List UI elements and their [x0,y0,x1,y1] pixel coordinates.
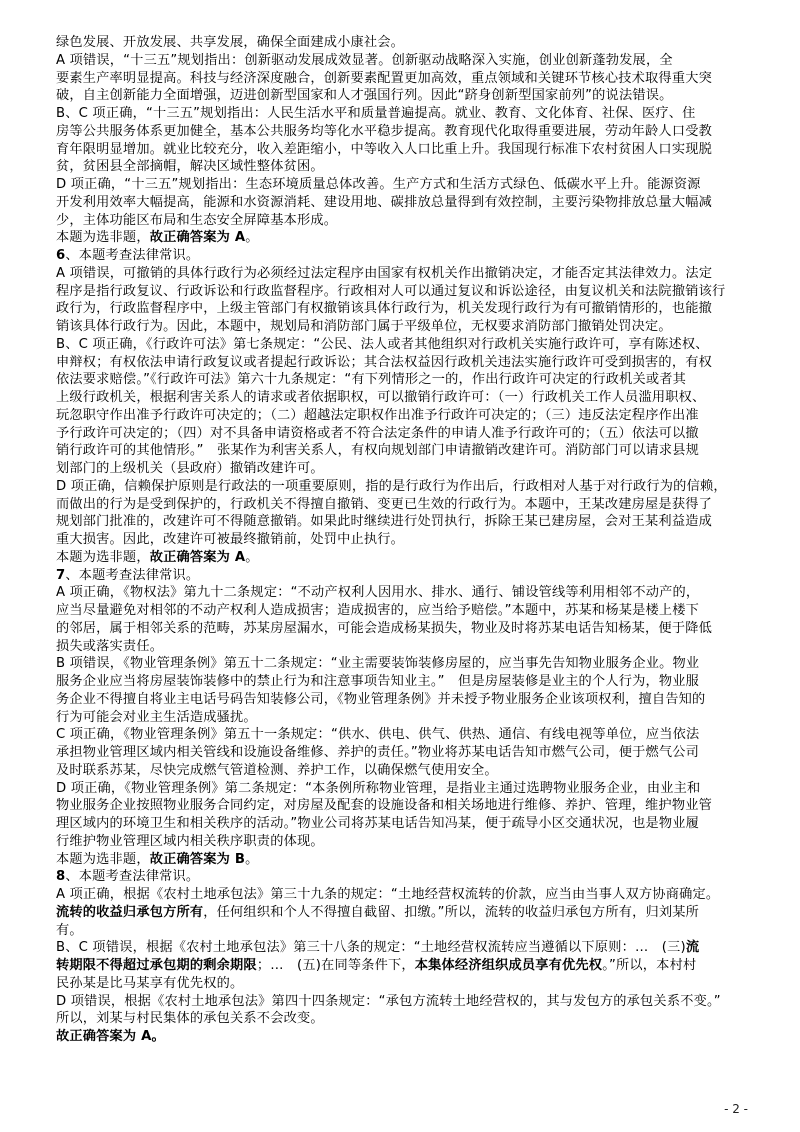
text-line [56,939,748,957]
text-span: 。 [245,549,259,565]
text-span: B 项错误，《物业管理条例》第五十二条规定：“业主需要装饰装修房屋的，应当事先告知物业服务企业。物业 [56,656,700,672]
text-line [56,691,748,709]
text-span: D 项正确，“十三五”规划指出：生态环境质量总体改善。生产方式和生活方式绿色、低碳水平上升。能源资源 [56,177,701,192]
text-span: 销行政许可的其他情形。” 张某作为利害关系人，有权向规划部门申请撤销改建许可。消防部门可以请求县规 [56,443,700,459]
text-span: D 项正确，信赖保护原则是行政法的一项重要原则，指的是行政行为作出后，行政相对人基于对行政行为的信赖， [56,478,727,494]
text-span: 划部门的上级机关（县政府）撤销改建许可。 [56,461,324,476]
text-line [56,673,748,691]
text-line [56,460,748,478]
bold-text: 故正确答案为 A [56,1029,152,1044]
text-span: 规划部门批准的，改建许可不得随意撤销。如果此时继续进行处罚执行，拆除王某已建房屋，会对王某利益造成 [56,514,712,530]
text-line [56,904,748,922]
option-a-paragraph [56,886,748,939]
text-span: 损失或落实责任。 [56,638,164,654]
text-line [56,176,748,194]
text-line [56,336,748,354]
bold-text: 转期限不得超过承包期的剩余期限 [56,958,257,973]
text-line [56,70,748,88]
document-body [56,34,748,1046]
question-header-paragraph [56,247,748,265]
text-span: 程序是指行政复议、行政诉讼和行政监督程序。行政相对人可以通过复议和诉讼途径，由复议机关和法院撤销该行 [56,283,726,299]
bold-text: 7 [56,567,66,583]
text-line [56,87,748,105]
text-line [56,567,748,585]
text-span: 民孙某是比马某享有优先权的。 [56,975,244,991]
text-span: 要素生产率明显提高。科技与经济深度融合，创新要素配置更加高效，重点领域和关键环节核心技术取得重大突 [56,70,712,86]
text-line [56,833,748,851]
text-line [56,247,748,265]
text-line [56,105,748,123]
text-line [56,141,748,159]
text-span: 申辩权；有权依法申请行政复议或者提起行政诉讼；其合法权益因行政机关违法实施行政许可受到损害的，有权 [56,354,712,370]
text-line [56,194,748,212]
option-a-paragraph [56,584,748,655]
text-line [56,922,748,940]
text-line [56,549,748,567]
text-span: 行为可能会对业主生活造成骚扰。 [56,709,257,725]
question-header-paragraph [56,868,748,886]
text-span: 而做出的行为是受到保护的，行政机关不得擅自撤销、变更已生效的行政行为。本题中，王某改建房屋是获得了 [56,496,712,512]
text-span: 政行为，行政监督程序中，上级主管部门有权撤销该具体行政行为，机关发现行政行为有可撤销情形的，也能撤 [56,301,712,317]
text-span: 务企业不得擅自将业主电话号码告知装修公司，《物业管理条例》并未授予物业服务企业该项权利，擅自告知的 [56,691,706,707]
bold-text: 流转的收益归承包方所有 [56,904,204,920]
text-span: 本题为选非题， [56,549,150,565]
text-line [56,123,748,141]
option-d-paragraph [56,780,748,851]
option-bc-paragraph [56,336,748,478]
text-paragraph [56,34,748,52]
text-line [56,478,748,496]
text-line [56,744,748,762]
option-b-paragraph [56,655,748,726]
text-line [56,531,748,549]
text-line [56,957,748,975]
option-d-paragraph [56,993,748,1029]
text-line [56,851,748,869]
text-line [56,496,748,514]
text-span: D 项错误，根据《农村土地承包法》第四十四条规定：“承包方流转土地经营权的，其与发包方的承包关系不变。” [56,993,721,1009]
text-line [56,797,748,815]
text-line [56,868,748,886]
bold-text: 故正确答案为 B [149,851,246,867]
text-line [56,709,748,727]
text-span: 少，主体功能区布局和生态安全屏障基本形成。 [56,212,338,228]
text-line [56,212,748,230]
text-span: 重大损害。因此，改建许可被最终撤销前，处罚中止执行。 [56,532,405,547]
text-span: 本题为选非题， [56,230,150,246]
text-span: 所以，刘某与村民集体的承包关系不会改变。 [56,1011,324,1027]
text-span: B、C 项正确，“十三五”规划指出：人民生活水平和质量普遍提高。就业、教育、文化体育、社保、医疗、住 [56,106,696,121]
text-span: 。”所以，本村村 [602,958,697,973]
conclusion-paragraph [56,1028,748,1046]
option-bc-paragraph [56,105,748,176]
text-span: 理区域内的环境卫生和相关秩序的活动。”物业公司将苏某电话告知冯某，便于疏导小区交通状况，也是物业履 [56,816,700,831]
conclusion-paragraph [56,229,748,247]
question-header-paragraph [56,567,748,585]
text-span: A 项错误，可撤销的具体行政行为必须经过法定程序由国家有权机关作出撤销决定，才能否定其法律效力。法定 [56,265,713,281]
text-span: 本题为选非题， [56,851,150,867]
text-line [56,762,748,780]
conclusion-paragraph [56,851,748,869]
text-span: 、本题考查法律常识。 [65,869,200,885]
text-line [56,389,748,407]
text-span: 上级行政机关，根据利害关系人的请求或者依据职权，可以撤销行政许可：（一）行政机关工作人员滥用职权、 [56,390,706,405]
text-span: 贫，贫困县全部摘帽，解决区域性整体贫困。 [56,159,324,175]
text-span: A 项正确，《物权法》第九十二条规定：“不动产权利人因用水、排水、通行、铺设管线等利用相邻不动产的， [56,585,700,601]
text-line [56,815,748,833]
text-span: ；… (五)在同等条件下， [256,958,415,973]
text-span: 行维护物业管理区域内相关秩序职责的体现。 [56,833,324,849]
text-span: 、本题考查法律常识。 [65,567,200,583]
text-span: 物业服务企业按照物业服务合同约定，对房屋及配套的设施设备和相关场地进行维修、养护、管理，维护物业管 [56,798,712,814]
text-span: 开发利用效率大幅提高，能源和水资源消耗、建设用地、碳排放总量得到有效控制，主要污染物排放总量大幅减 [56,194,712,210]
text-line [56,638,748,656]
text-span: B、C 项正确，《行政许可法》第七条规定：“公民、法人或者其他组织对行政机关实施行政许可，享有陈述权、 [56,336,709,352]
text-line [56,975,748,993]
text-span: 玩忽职守作出准予行政许可决定的；（二）超越法定职权作出准予行政许可决定的；（三）违反法定程序作出准 [56,407,699,423]
text-line [56,655,748,673]
text-span: 承担物业管理区域内相关管线和设施设备维修、养护的责任。”物业将苏某电话告知市燃气公司，便于燃气公司 [56,745,700,760]
text-line [56,34,748,52]
text-span: 服务企业应当将房屋装饰装修中的禁止行为和注意事项告知业主。” 但是房屋装修是业主的个人行为，物业服 [56,674,700,689]
text-line [56,620,748,638]
text-span: 的邻居，属于相邻关系的范畴，苏某房屋漏水，可能会造成杨某损失，物业及时将苏某电话告知杨某，便于降低 [56,620,712,636]
text-span: 有。 [56,922,83,938]
text-line [56,265,748,283]
text-span: 应当尽量避免对相邻的不动产权利人造成损害；造成损害的，应当给予赔偿。”本题中，苏某和杨某是楼上楼下 [56,603,700,618]
text-line [56,229,748,247]
option-a-paragraph [56,265,748,336]
text-line [56,442,748,460]
text-line [56,584,748,602]
text-span: 予行政许可决定的；（四）对不具备申请资格或者不符合法定条件的申请人准予行政许可的；（五）依法可以撤 [56,425,699,441]
text-span: D 项正确，《物业管理条例》第二条规定：“本条例所称物业管理，是指业主通过选聘物业服务企业，由业主和 [56,780,701,796]
bold-text: 流 [685,940,700,956]
text-line [56,158,748,176]
text-span: 育年限明显增加。就业比较充分，收入差距缩小，中等收入人口比重上升。我国现行标准下农村贫困人口实现脱 [56,141,712,157]
bold-text: 故正确答案为 A [149,549,246,565]
text-span: A 项错误，“十三五”规划指出：创新驱动发展成效显著。创新驱动战略深入实施，创业创新蓬勃发展，全 [56,52,673,68]
text-line [56,354,748,372]
page-number: - 2 - [724,1102,748,1116]
conclusion-paragraph [56,549,748,567]
text-line [56,993,748,1011]
text-line [56,425,748,443]
text-span: 。 [245,230,259,246]
text-line [56,1028,748,1046]
text-span: 绿色发展、开放发展、共享发展，确保全面建成小康社会。 [56,35,405,50]
text-line [56,283,748,301]
text-line [56,300,748,318]
text-span: 销该具体行政行为。因此，本题中，规划局和消防部门属于平级单位，无权要求消防部门撤销处罚决定。 [56,319,672,334]
option-d-paragraph [56,176,748,229]
text-line [56,513,748,531]
bold-text: 8 [56,869,66,885]
text-span: B、C 项错误，根据《农村土地承包法》第三十八条的规定：“土地经营权流转应当遵循以下原则：… (三) [56,940,686,956]
text-span: A 项正确，根据《农村土地承包法》第三十九条的规定：“土地经营权流转的价款，应当由当事人双方协商确定。 [56,887,720,902]
text-line [56,780,748,798]
text-line [56,52,748,70]
bold-text: 6 [56,248,66,263]
text-span: 。 [245,851,259,867]
text-span: 破，自主创新能力全面增强，迈进创新型国家和人才强国行列。因此“跻身创新型国家前列”的说法错误。 [56,88,673,104]
option-bc-paragraph [56,939,748,992]
bold-text: 故正确答案为 A [149,230,246,246]
text-span: C 项正确，《物业管理条例》第五十一条规定：“供水、供电、供气、供热、通信、有线电视等单位，应当依法 [56,727,700,743]
text-line [56,407,748,425]
text-line [56,726,748,744]
text-line [56,318,748,336]
text-span: 依法要求赔偿。”《行政许可法》第六十九条规定：“有下列情形之一的，作出行政许可决定的行政机关或者其 [56,372,687,388]
bold-text: 本集体经济组织成员享有优先权 [414,958,603,973]
text-line [56,371,748,389]
option-d-paragraph [56,478,748,549]
text-span: 、本题考查法律常识。 [65,248,200,263]
bold-text: 。 [151,1029,165,1044]
option-a-paragraph [56,52,748,105]
option-c-paragraph [56,726,748,779]
text-line [56,602,748,620]
text-line [56,886,748,904]
text-span: 房等公共服务体系更加健全，基本公共服务均等化水平稳步提高。教育现代化取得重要进展，劳动年龄人口受教 [56,123,712,139]
text-line [56,1010,748,1028]
text-span: ，任何组织和个人不得擅自截留、扣缴。”所以，流转的收益归承包方所有，归刘某所 [203,904,700,920]
text-span: 及时联系苏某，尽快完成燃气管道检测、养护工作，以确保燃气使用安全。 [56,762,498,778]
